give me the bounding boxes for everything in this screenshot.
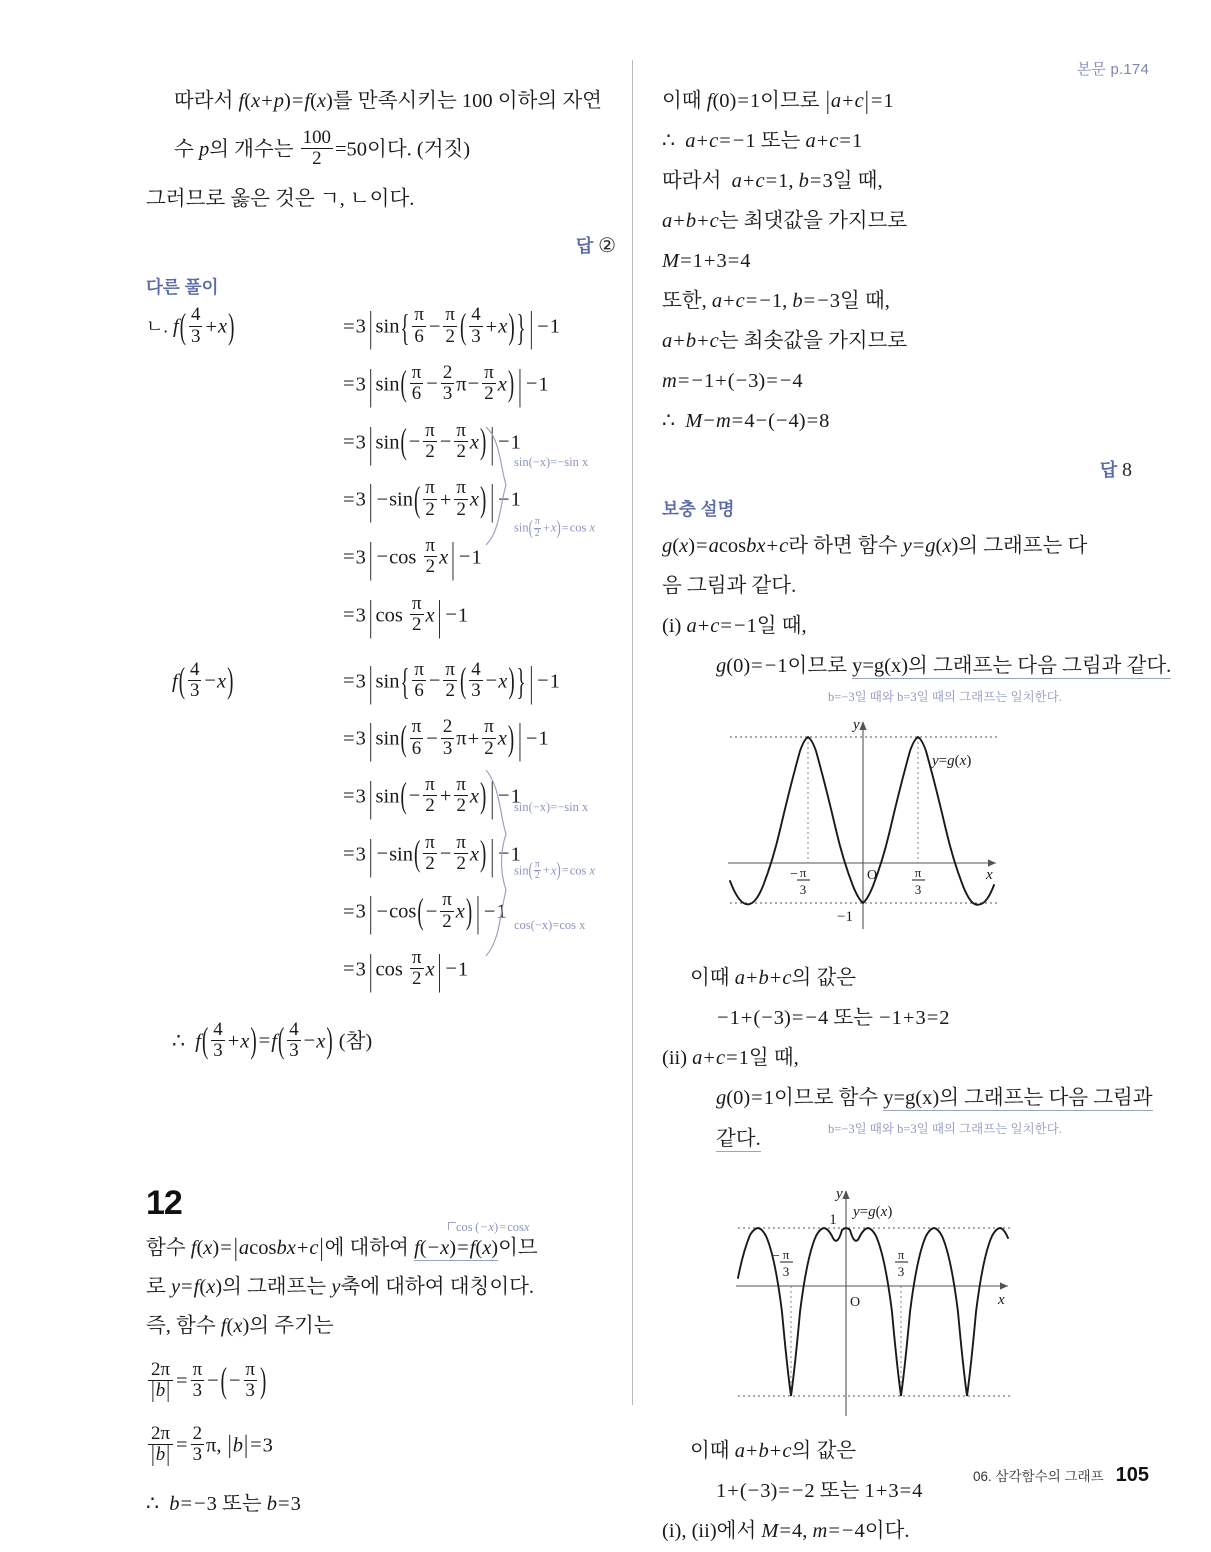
page-source-reference: 본문 p.174 — [1076, 61, 1149, 78]
tick-label-neg-pi-3 — [790, 865, 810, 897]
case2-after-2: 1+(−3)=−2 또는 1+3=4 — [716, 1480, 923, 1503]
svg-text:−: − — [772, 1249, 780, 1265]
page-footer — [973, 1464, 1149, 1487]
p12-line-2: 로 y=f(x)의 그래프는 y축에 대하여 대칭이다. — [146, 1276, 535, 1299]
fraction-100-over-2: $\frac{100}{2}$ — [302, 126, 331, 170]
x-axis-arrow — [988, 859, 996, 866]
problem-number: 12 — [146, 1184, 182, 1223]
curve-label-1: y=g(x) — [932, 752, 972, 769]
eq1-line-1: ㄴ. f( $\frac{4}{3}$ +x) =3 | sin{ $\frac{\pi}{6}$ − $\frac{\pi}{2}$ ( $\frac{4}{3}$ +x) } | −1 — [146, 303, 560, 350]
case1-condition: (i) a+c=−1일 때, — [662, 614, 807, 637]
eq1-line-3: =3 | sin(− $\frac{\pi}{2}$ − $\frac{\pi}{2}$ x) | −1 — [343, 419, 521, 466]
brace-connector-1 — [484, 425, 510, 547]
intro-var-p: p — [198, 138, 210, 161]
answer-label-2: 답 — [1099, 459, 1118, 480]
block-conclusion: ∴ f( $\frac{4}{3}$ +x)=f( $\frac{4}{3}$ −x) (참) — [172, 1018, 373, 1062]
annotation-2-1: sin(−x)=−sin x — [514, 799, 589, 814]
tick-label-1-2: 1 — [829, 1212, 837, 1229]
case2-label: (ii) — [662, 1046, 688, 1069]
origin-label-2: O — [850, 1295, 861, 1311]
final-line: (i), (ii)에서 M=4, m=−4이다. — [662, 1520, 910, 1543]
svg-text:3: 3 — [799, 881, 807, 897]
case2-condition: (ii) a+c=1일 때, — [662, 1046, 799, 1069]
svg-text:3: 3 — [782, 1264, 790, 1280]
r-line-8: m=−1+(−3)=−4 — [662, 369, 803, 392]
p12-line-3: 즉, 함수 f(x)의 주기는 — [146, 1315, 334, 1337]
svg-text:π: π — [799, 864, 807, 880]
tick-label-pos-pi-3 — [912, 865, 925, 897]
r-line-7: a+b+c는 최솟값을 가지므로 — [662, 329, 908, 352]
eq2-line-5: =3 | −cos(− $\frac{\pi}{2}$ x) | −1 — [343, 889, 507, 936]
intro-line-3: 그러므로 옳은 것은 ㄱ, ㄴ이다. — [146, 188, 415, 211]
case1-after-1: 이때 a+b+c의 값은 — [690, 966, 857, 989]
answer-value-2: 8 — [1122, 458, 1132, 481]
annotation-2-2: sin( $\frac{\pi}{2}$ +x)=cos x — [514, 858, 596, 882]
case2-description — [662, 1079, 1153, 1161]
case2-desc-line: g(0)=1이므로 함수 y=g(x)의 그래프는 다음 그림과 — [716, 1086, 1153, 1109]
p12-eq-2: $\frac{2\pi}{|b|}$ = $\frac{2}{3}$ π, |b|=3 — [146, 1424, 616, 1466]
case1-desc-underlined: y=g(x)의 그래프는 다음 그림과 같다. — [852, 654, 1172, 677]
case2-desc-tail: 같다. — [716, 1128, 761, 1151]
r-line-9: ∴ M−m=4−(−4)=8 — [662, 409, 830, 432]
case1-small-note: b=−3일 때와 b=3일 때의 그래프는 일치한다. — [828, 689, 1062, 704]
eq1-line-4: =3 | −sin( $\frac{\pi}{2}$ + $\frac{\pi}{2}$ x) | −1 — [343, 477, 521, 524]
note-cos-even: cos (−x)=cosx — [448, 1220, 529, 1235]
alt-solution-heading: 다른 풀이 — [146, 277, 219, 298]
eq2-line-4: =3 | −sin( $\frac{\pi}{2}$ − $\frac{\pi}{2}$ x) | −1 — [343, 831, 521, 878]
annotation-2-3: cos(−x)=cos x — [514, 917, 586, 932]
answer-marker-1 — [146, 232, 616, 258]
eq2-line-2: =3 | sin( $\frac{\pi}{6}$ − $\frac{2}{3}$ π+ $\frac{\pi}{2}$ x) | −1 — [343, 716, 549, 763]
case1-after-2: −1+(−3)=−4 또는 −1+3=2 — [717, 1006, 950, 1029]
supplement-intro-1: g(x)=acosbx+c라 하면 함수 y=g(x)의 그래프는 다 — [662, 534, 1088, 557]
answer-marker-2 — [662, 456, 1132, 482]
graph-case-1-svg — [710, 713, 1010, 943]
p12-line-1: 함수 f(x)=|acosbx+c|에 대하여 f(−x)=f(x)이므 — [146, 1234, 538, 1262]
equation-block-2 — [146, 658, 616, 993]
x-axis-label: x — [986, 866, 993, 883]
y-axis-arrow — [859, 721, 866, 730]
intro-line-1-pre: 따라서 — [174, 90, 239, 112]
x-axis-label-2: x — [998, 1292, 1005, 1309]
eq1-line-5: =3 | −cos $\frac{\pi}{2}$ x | −1 — [343, 534, 482, 581]
intro-line-2-mid: 의 개수는 — [209, 138, 299, 161]
curve-label-2: y=g(x) — [853, 1204, 893, 1221]
answer-value: ② — [598, 235, 616, 258]
r-line-2: ∴ a+c=−1 또는 a+c=1 — [662, 129, 863, 152]
case1-description — [662, 647, 1172, 704]
svg-text:π: π — [914, 864, 922, 880]
graph-case-2-svg — [720, 1182, 1020, 1418]
annotation-1-1: sin(−x)=−sin x — [514, 455, 589, 470]
y-axis-label-2: y — [836, 1186, 843, 1203]
left-column — [146, 78, 616, 1525]
eq2-line-6: =3 | cos $\frac{\pi}{2}$ x | −1 — [343, 946, 469, 993]
answer-label: 답 — [575, 236, 594, 257]
origin-label: O — [867, 867, 878, 883]
intro-line-1-post: 를 만족시키는 100 이하의 자연 — [332, 90, 602, 112]
equation-block-1 — [146, 303, 616, 639]
tick-label-neg-pi-3-2 — [772, 1247, 793, 1279]
r-line-6: 또한, a+c=−1, b=−3일 때, — [662, 289, 890, 312]
intro-line-2 — [174, 128, 616, 170]
tick-label-pos-pi-3-2 — [895, 1247, 908, 1279]
supplement-heading: 보충 설명 — [662, 498, 735, 519]
p12-eq-3: ∴ b=−3 또는 b=3 — [146, 1493, 301, 1516]
case2-small-note: b=−3일 때와 b=3일 때의 그래프는 일치한다. — [828, 1121, 1062, 1136]
eq1-line-2: =3 | sin( $\frac{\pi}{6}$ − $\frac{2}{3}$ π− $\frac{\pi}{2}$ x) | −1 — [343, 361, 549, 408]
footer-chapter: 06. 삼각함수의 그래프 — [973, 1469, 1104, 1484]
intro-line-2-pre: 수 — [174, 138, 199, 161]
supplement-intro-2: 음 그림과 같다. — [662, 574, 797, 597]
intro-line-1: 따라서 f(x+p)=f(x)를 만족시키는 100 이하의 자연 — [174, 90, 602, 112]
p12-eq-1: $\frac{2\pi}{|b|}$ = $\frac{\pi}{3}$ − (− $\frac{\pi}{3}$ ) — [146, 1360, 616, 1402]
right-column — [662, 78, 1172, 1552]
intro-line-2-post: =50이다. (거짓) — [334, 138, 471, 161]
case2-desc-underlined: y=g(x)의 그래프는 다음 그림과 — [883, 1086, 1153, 1109]
svg-text:π: π — [782, 1247, 790, 1263]
graph-case-2 — [720, 1182, 1132, 1418]
y-axis-arrow-2 — [842, 1190, 849, 1199]
brace-connector-2 — [484, 768, 510, 958]
svg-text:3: 3 — [897, 1264, 905, 1280]
x-axis-arrow-2 — [1000, 1283, 1008, 1290]
svg-text:−: − — [790, 866, 798, 882]
svg-text:π: π — [897, 1247, 905, 1263]
problem-12 — [146, 1184, 616, 1525]
eq2-line-3: =3 | sin(− $\frac{\pi}{2}$ + $\frac{\pi}{2}$ x) | −1 — [343, 773, 521, 820]
graph-case-1 — [710, 713, 1132, 943]
r-line-5: M=1+3=4 — [662, 249, 751, 272]
footer-page-number: 105 — [1115, 1464, 1149, 1486]
eq2-line-1: f( $\frac{4}{3}$ −x) =3 | sin{ $\frac{\pi}{6}$ − $\frac{\pi}{2}$ ( $\frac{4}{3}$ −x) } | −1 — [172, 658, 560, 705]
r-line-3: 따라서 a+c=1, b=3일 때, — [662, 169, 883, 192]
tick-label-minus-1: −1 — [837, 908, 853, 925]
case1-label: (i) — [662, 614, 682, 637]
r-line-4: a+b+c는 최댓값을 가지므로 — [662, 209, 908, 232]
column-divider — [632, 60, 633, 1405]
case2-after-1: 이때 a+b+c의 값은 — [690, 1440, 857, 1463]
r-line-1: 이때 f(0)=1이므로 |a+c|=1 — [662, 87, 894, 115]
case1-desc-line: g(0)=−1이므로 y=g(x)의 그래프는 다음 그림과 같다. — [716, 654, 1172, 677]
y-axis-label: y — [853, 716, 860, 733]
eq1-line-6: =3 | cos $\frac{\pi}{2}$ x | −1 — [343, 592, 469, 639]
annotation-1-2: sin( $\frac{\pi}{2}$ +x)=cos x — [514, 516, 596, 539]
svg-text:3: 3 — [914, 881, 922, 897]
